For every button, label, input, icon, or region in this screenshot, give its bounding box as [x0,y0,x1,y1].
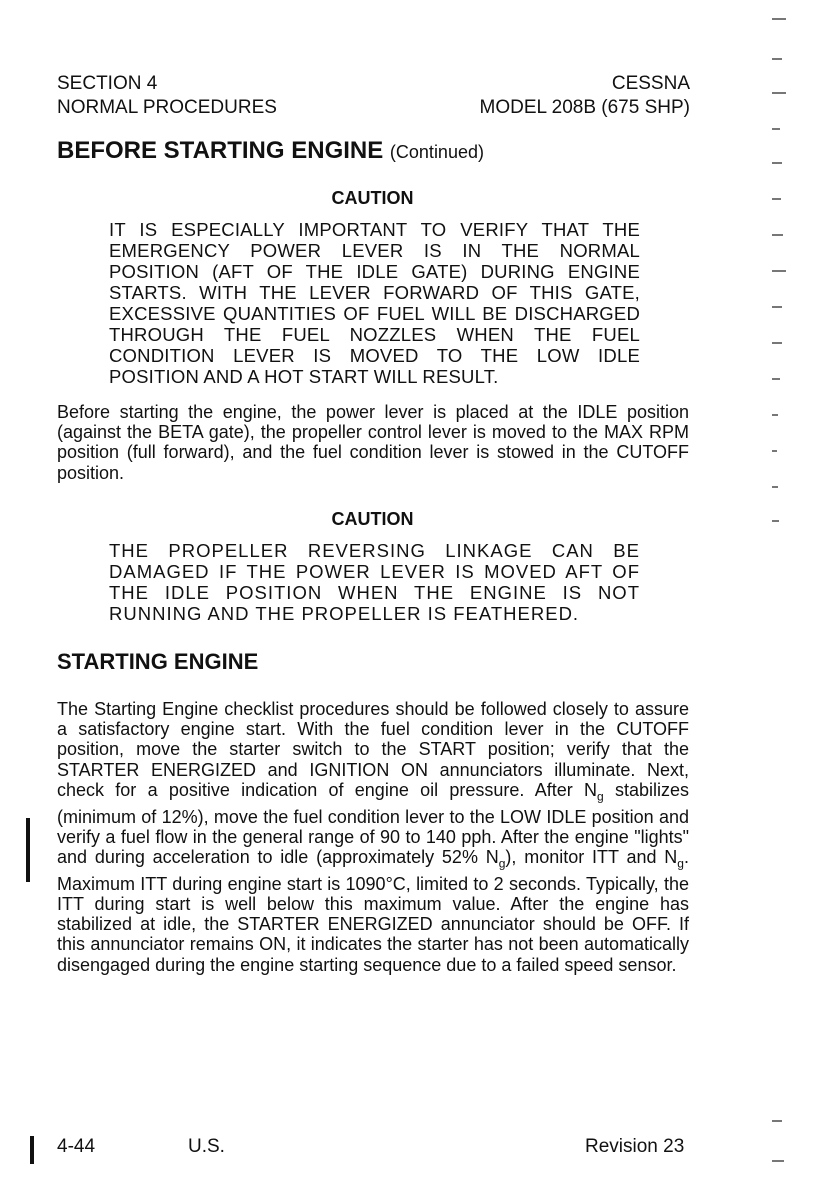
para-text-d: . Maximum ITT during engine start is 1090°C, limited to 2 seconds. Typically, the ITT during start is well below this maximum value. After the engine has stabilized at idle, the STARTER ENERGIZED annunciator should be OFF. If this annunciator remains ON, it indicates the starter has not been automatically disengaged during the engine starting sequence due to a failed speed sensor. [57,847,689,975]
caution-heading-1: CAUTION [331,188,414,208]
page-title [57,136,484,167]
scan-edge-marks [772,0,802,1187]
revision-label: Revision 23 [585,1136,685,1157]
caution-text-2: THE PROPELLER REVERSING LINKAGE CAN BE DAMAGED IF THE POWER LEVER IS MOVED AFT OF THE IDLE POSITION WHEN THE ENGINE IS NOT RUNNING AND THE PROPELLER IS FEATHERED. [109,540,640,624]
para-text-a: The Starting Engine checklist procedures should be followed closely to assure a satisfactory engine start. With the fuel condition lever in the CUTOFF position, move the starter switch to the START position; verify that the STARTER ENERGIZED and IGNITION ON annunciators illuminate. Next, check for a positive indication of engine oil pressure. After N [57,699,689,800]
revision-bar-footer [30,1136,34,1164]
model-designation: MODEL 208B (675 SHP) [479,97,690,118]
manufacturer: CESSNA [611,73,690,94]
title-main: BEFORE STARTING ENGINE [57,137,384,164]
subscript-g: g [498,856,506,871]
para-text-c: ), monitor ITT and N [505,847,678,868]
page-number: 4-44 [57,1136,96,1157]
title-continued: (Continued) [389,142,484,162]
section-name: NORMAL PROCEDURES [57,97,277,118]
page-header-left [57,72,277,120]
paragraph-starting-engine [57,699,689,975]
caution-heading-2: CAUTION [331,509,414,529]
section-title-starting-engine: STARTING ENGINE [57,649,259,674]
para-text-b: stabilizes (minimum of 12%), move the fuel condition lever to the LOW IDLE position and verify a fuel flow in the general range of 90 to 140 pph. After the engine "lights" and during acceleration to idle (approximately 52% N [57,779,689,868]
page-header-right [480,72,691,120]
revision-bar [26,818,30,882]
region-label: U.S. [188,1136,225,1157]
paragraph-before-starting: Before starting the engine, the power lever is placed at the IDLE position (against the BETA gate), the propeller control lever is moved to the MAX RPM position (full forward), and the fuel condition lever is stowed in the CUTOFF position. [57,402,689,483]
caution-text-1: IT IS ESPECIALLY IMPORTANT TO VERIFY THAT THE EMERGENCY POWER LEVER IS IN THE NORMAL POSITION (AFT OF THE IDLE GATE) DURING ENGINE STARTS. WITH THE LEVER FORWARD OF THIS GATE, EXCESSIVE QUANTITIES OF FUEL WILL BE DISCHARGED THROUGH THE FUEL NOZZLES WHEN THE FUEL CONDITION LEVER IS MOVED TO THE LOW IDLE POSITION AND A HOT START WILL RESULT. [109,219,640,387]
section-number: SECTION 4 [57,73,158,94]
subscript-g: g [597,789,604,804]
subscript-g: g [677,856,684,871]
